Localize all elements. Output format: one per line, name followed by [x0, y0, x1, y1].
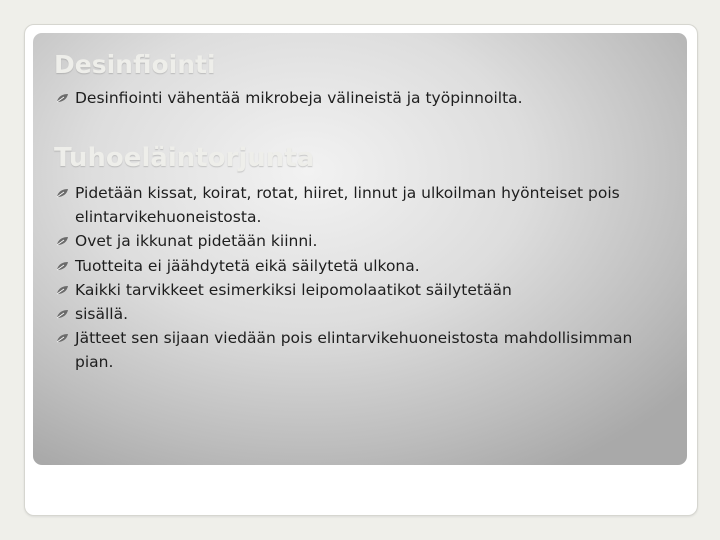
list-item-text: Pidetään kissat, koirat, rotat, hiiret, linnut ja ulkoilman hyönteiset pois elintarvikehuoneistosta. — [75, 184, 620, 227]
bullet-list-tuhoelaintorjunta — [56, 181, 656, 375]
list-item-text: Kaikki tarvikkeet esimerkiksi leipomolaatikot säilytetään — [75, 280, 512, 299]
list-item-text: Ovet ja ikkunat pidetään kiinni. — [75, 232, 318, 251]
leaf-bullet-icon — [56, 285, 69, 295]
heading-tuhoelaintorjunta: Tuhoeläintorjunta — [54, 143, 315, 173]
leaf-bullet-icon — [56, 309, 69, 319]
list-item — [56, 181, 656, 229]
list-item — [56, 86, 656, 110]
list-item-text: Desinfiointi vähentää mikrobeja välineistä ja työpinnoilta. — [75, 89, 523, 107]
list-item — [56, 278, 656, 302]
leaf-bullet-icon — [56, 261, 69, 271]
list-item-text: Jätteet sen sijaan viedään pois elintarvikehuoneistosta mahdollisimman pian. — [75, 329, 633, 372]
leaf-bullet-icon — [56, 333, 69, 343]
list-item — [56, 326, 656, 374]
bullet-list-desinfiointi — [56, 86, 656, 110]
heading-desinfiointi: Desinfiointi — [54, 50, 216, 79]
leaf-bullet-icon — [56, 236, 69, 246]
list-item — [56, 302, 656, 326]
leaf-bullet-icon — [56, 93, 69, 103]
list-item — [56, 229, 656, 253]
list-item-text: sisällä. — [75, 305, 128, 324]
leaf-bullet-icon — [56, 188, 69, 198]
list-item — [56, 254, 656, 278]
list-item-text: Tuotteita ei jäähdytetä eikä säilytetä ulkona. — [75, 256, 420, 275]
